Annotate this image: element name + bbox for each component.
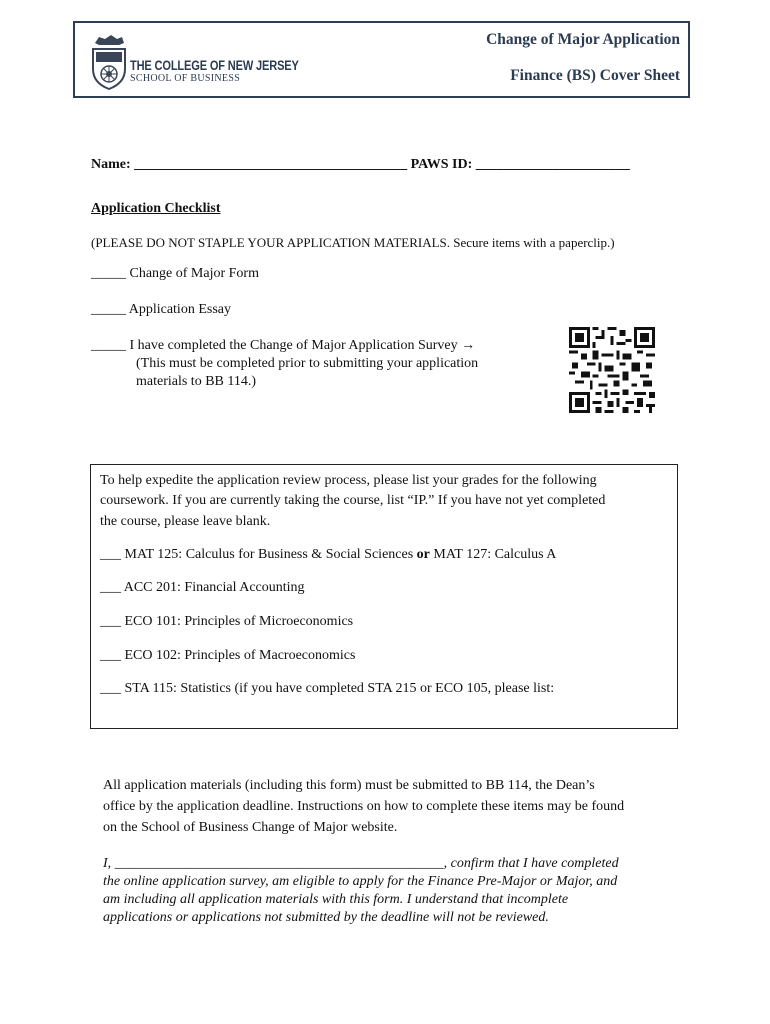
course-eco101[interactable]: ___ ECO 101: Principles of Microeconomics bbox=[100, 614, 354, 629]
college-logo bbox=[89, 33, 299, 93]
grades-intro-line1: To help expedite the application review process, please list your grades for the following bbox=[100, 473, 597, 488]
checklist-item-change-of-major-form[interactable]: _____ Change of Major Form bbox=[91, 266, 259, 281]
submission-line2: office by the application deadline. Instructions on how to complete these items may be found bbox=[103, 799, 625, 814]
certification-line3: am including all application materials with this form. I understand that incomplete bbox=[103, 892, 569, 907]
checklist-heading: Application Checklist bbox=[91, 201, 221, 216]
checklist-item-application-essay[interactable]: _____ Application Essay bbox=[91, 302, 231, 317]
college-seal-icon bbox=[89, 33, 129, 95]
course-mat125[interactable] bbox=[100, 547, 556, 563]
certification-line2: the online application survey, am eligible to apply for the Finance Pre-Major or Major, and bbox=[103, 874, 618, 889]
certification-line4: applications or applications not submitted by the deadline will not be reviewed. bbox=[103, 910, 549, 925]
paws-id-label: PAWS ID: bbox=[410, 157, 473, 172]
checklist-item-survey[interactable]: _____ I have completed the Change of Major Application Survey → bbox=[91, 338, 476, 353]
header-box bbox=[73, 21, 690, 98]
submission-line1: All application materials (including this form) must be submitted to BB 114, the Dean’s bbox=[103, 778, 595, 793]
page-subtitle: Finance (BS) Cover Sheet bbox=[510, 67, 680, 84]
course-sta115[interactable]: ___ STA 115: Statistics (if you have completed STA 215 or ECO 105, please list: bbox=[100, 681, 555, 696]
submission-line3: on the School of Business Change of Major website. bbox=[103, 820, 398, 835]
survey-note-line1: (This must be completed prior to submitting your application bbox=[136, 356, 479, 371]
page-title: Change of Major Application bbox=[486, 31, 680, 48]
course-or: or bbox=[416, 547, 430, 562]
course-mat125-text: ___ MAT 125: Calculus for Business & Social Sciences bbox=[100, 547, 417, 562]
course-mat127-text: MAT 127: Calculus A bbox=[429, 547, 557, 562]
survey-note-line2: materials to BB 114.) bbox=[136, 374, 257, 389]
course-acc201[interactable]: ___ ACC 201: Financial Accounting bbox=[100, 580, 305, 595]
logo-college-name: THE COLLEGE OF NEW JERSEY bbox=[130, 58, 299, 73]
qr-code-icon[interactable] bbox=[569, 326, 655, 414]
paws-id-field[interactable]: ______________________ bbox=[475, 157, 630, 172]
name-field[interactable]: _______________________________________ bbox=[134, 157, 408, 172]
grades-intro-line3: the course, please leave blank. bbox=[100, 514, 271, 529]
staple-note: (PLEASE DO NOT STAPLE YOUR APPLICATION MATERIALS. Secure items with a paperclip.) bbox=[91, 235, 615, 250]
logo-school-name: SCHOOL OF BUSINESS bbox=[130, 73, 241, 84]
identity-row bbox=[91, 157, 630, 173]
name-label: Name: bbox=[91, 157, 131, 172]
grades-intro-line2: coursework. If you are currently taking the course, list “IP.” If you have not yet completed bbox=[100, 493, 606, 508]
course-eco102[interactable]: ___ ECO 102: Principles of Macroeconomics bbox=[100, 648, 356, 663]
certification-line1[interactable]: I, _______________________________________________, confirm that I have completed bbox=[103, 856, 619, 871]
